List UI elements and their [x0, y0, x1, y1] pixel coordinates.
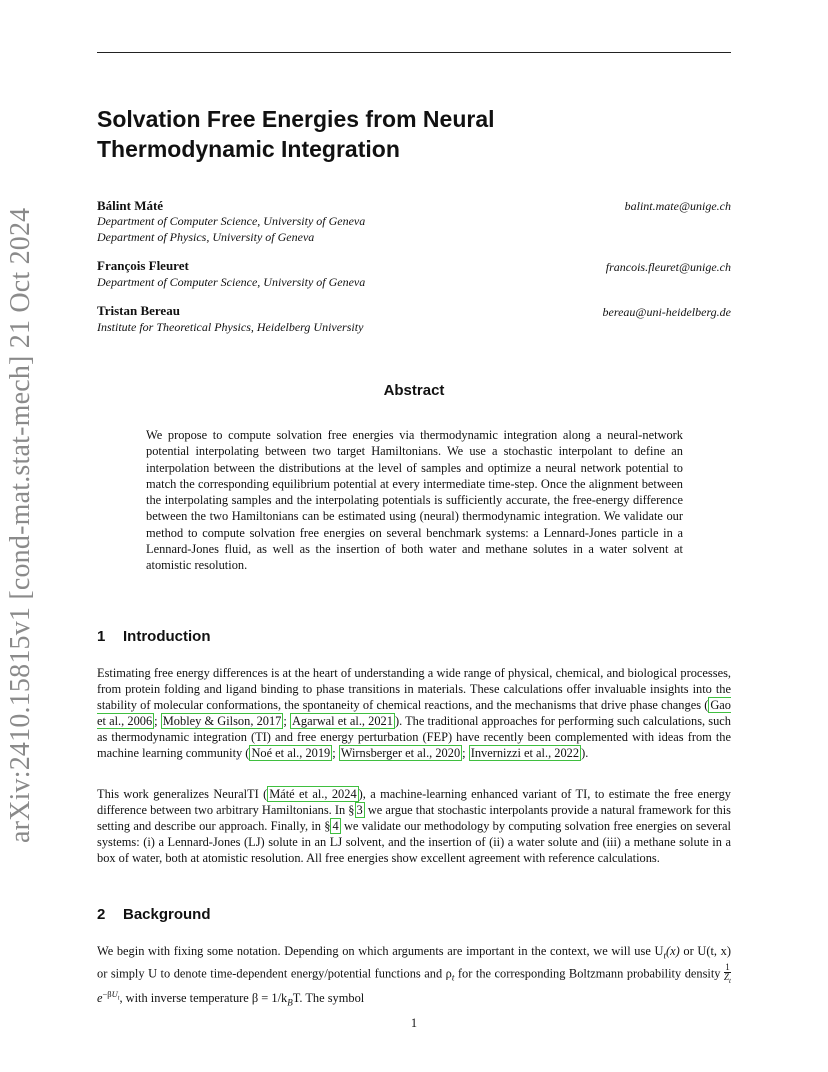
arxiv-sidebar-id: arXiv:2410.15815v1 [cond-mat.stat-mech] 21 Oct 2024 — [5, 207, 36, 843]
author-name: François Fleuret — [97, 258, 189, 273]
text-run: This work generalizes NeuralTI ( — [97, 787, 268, 801]
section-heading-introduction — [97, 628, 210, 645]
abstract-heading: Abstract — [383, 382, 445, 399]
author-affiliation: Institute for Theoretical Physics, Heidelberg University — [97, 320, 364, 334]
text-run: ), a machine-learning enhanced variant of TI, to estimate the free energy difference between two arbitrary Hamiltonians. In § — [97, 787, 731, 817]
section-number: 1 — [97, 628, 106, 645]
text-run: Estimating free energy differences is at the heart of understanding a wide range of physical, chemical, and biological processes, from protein folding and ligand binding to phase transitions in materials. These calculations offer invaluable insights into the stability of molecular conformations, the spontaneity of chemical reactions, and the mechanisms that drive phase changes ( — [97, 666, 731, 712]
citation-link[interactable]: Wirnsberger et al., 2020 — [340, 746, 461, 760]
author-email[interactable]: balint.mate@unige.ch — [624, 199, 731, 213]
author-email[interactable]: francois.fleuret@unige.ch — [605, 260, 731, 274]
paper-title — [97, 104, 731, 164]
citation-link[interactable]: Invernizzi et al., 2022 — [470, 746, 580, 760]
page-number: 1 — [410, 1016, 418, 1030]
intro-paragraph-2 — [97, 786, 731, 866]
text-run: T. The symbol — [292, 991, 365, 1006]
section-number: 2 — [97, 906, 106, 923]
text-run: We begin with fixing some notation. Depending on which arguments are important in the context, we will use U — [97, 944, 664, 958]
text-run: ). — [581, 746, 589, 760]
author-affiliation: Department of Computer Science, University of Geneva — [97, 214, 366, 228]
text-run: for the corresponding Boltzmann probability density — [454, 966, 725, 981]
title-line-2: Thermodynamic Integration — [97, 136, 400, 162]
citation-link[interactable]: Noé et al., 2019 — [251, 746, 331, 760]
abstract-body: We propose to compute solvation free energies via thermodynamic integration along a neural-network potential interpolating between two target Hamiltonians. We use a stochastic interpolant to define an interpolation between the distributions at the level of samples and optimize a neural network potential to match the corresponding equilibrium potential at every intermediate time-step. Once the alignment between the interpolating samples and the interpolating potentials is sufficiently accurate, the free-energy difference between the two Hamiltonians can be estimated using (neural) thermodynamic integration. We validate our method to compute solvation free energies on several benchmark systems: a Lennard-Jones particle in a Lennard-Jones fluid, as well as the insertion of both water and methane solutes in a water solvent at atomistic resolution. — [146, 428, 683, 573]
citation-link[interactable]: Agarwal et al., 2021 — [291, 714, 393, 728]
section-title: Introduction — [123, 628, 211, 645]
title-line-1: Solvation Free Energies from Neural — [97, 106, 495, 132]
citation-link[interactable]: Máté et al., 2024 — [269, 787, 357, 801]
text-run: we argue that stochastic interpolants provide a natural framework for this setting and describe our approach. Finally, in § — [97, 803, 731, 833]
text-run: we validate our methodology by computing solvation free energies on several systems: (i) a Lennard-Jones (LJ) solute in an LJ solvent, and the insertion of (ii) a water solute and (iii) a methane solute in a box of water, both at atomistic resolution. All free energies show excellent agreement with reference calculations. — [97, 819, 731, 865]
text-run: ). The traditional approaches for performing such calculations, such as thermodynamic integration (TI) and free energy perturbation (FEP) have recently been complemented with ideas from the machine learning community ( — [97, 714, 731, 760]
author-email[interactable]: bereau@uni-heidelberg.de — [602, 305, 731, 319]
section-heading-background — [97, 906, 211, 923]
author-affiliation: Department of Physics, University of Geneva — [97, 230, 315, 244]
section-ref-link[interactable]: 3 — [356, 803, 363, 817]
citation-link[interactable]: Mobley & Gilson, 2017 — [162, 714, 282, 728]
author-name: Bálint Máté — [97, 198, 164, 213]
author-name: Tristan Bereau — [97, 303, 180, 318]
intro-paragraph-1: Estimating free energy differences is at the heart of understanding a wide range of physical, chemical, and biological processes, from protein folding and ligand binding to phase transitions in materials. These calculations offer invaluable insights into the stability of molecular conformations, the spontaneity of chemical reactions, and the mechanisms that drive phase changes ( Gao et al., 2006 ; Mobley & Gilson, 2017 ; Agarwal et al., 2021 ). The traditional approaches for performing such calculations, such as thermodynamic integration (TI) and free energy perturbation (FEP) have recently been complemented with ideas from the machine learning community ( Noé et al., 2019 ; Wirnsberger et al., 2020 ; Invernizzi et al., 2022 ). — [97, 666, 731, 760]
top-rule — [97, 52, 731, 53]
author-affiliation: Department of Computer Science, University of Geneva — [97, 275, 366, 289]
section-title: Background — [123, 906, 211, 923]
text-run: , with inverse temperature β = 1/k — [119, 991, 288, 1006]
background-paragraph-1: We begin with fixing some notation. Depending on which arguments are important in the context, we will use $U_t(x)$ or U(t, x) or simply U to denote time-dependent energy/potential functions and $\rho_t$ for the corresponding Boltzmann probability density $\frac{1}{Z_t}$ $e^{-\beta U_t}$, with inverse temperature $\beta = 1/k_BT$. The symbol — [97, 944, 731, 1008]
fraction-one-over-z: $\frac{1}{Z_t}$ — [724, 962, 731, 986]
section-ref-link[interactable]: 4 — [332, 819, 339, 833]
text-run: or U(t, x) or simply U to denote time-dependent energy/potential functions and ρ — [97, 944, 731, 981]
citation-link[interactable]: Gao et al., 2006 — [97, 698, 731, 728]
